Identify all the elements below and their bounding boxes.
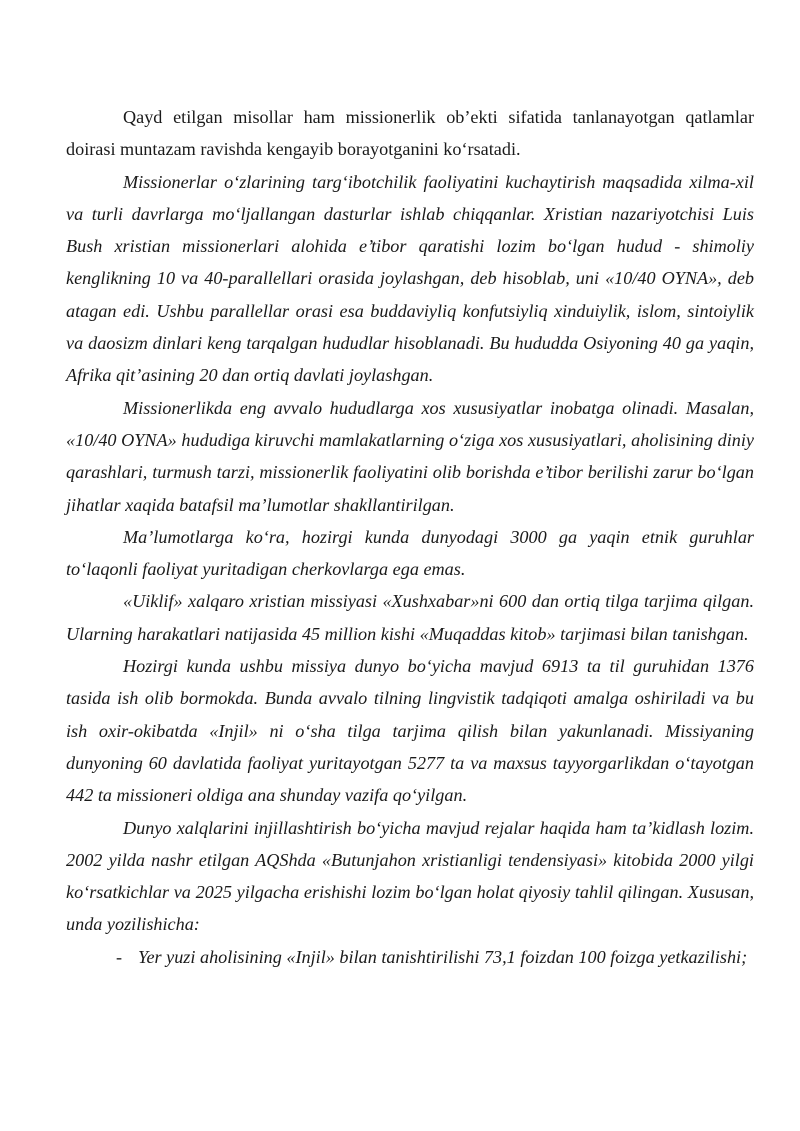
list-item-text: Yer yuzi aholisining «Injil» bilan tanishtirilishi 73,1 foizdan 100 foizga yetkazilishi; bbox=[138, 946, 748, 967]
paragraph-regional-features: Missionerlikda eng avvalo hududlarga xos xususiyatlar inobatga olinadi. Masalan, «10/40 OYNA» hududiga kiruvchi mamlakatlarning o‘ziga xos xususiyatlari, aholisining diniy qarashlari, turmush tarzi, missionerlik faoliyatini olib borishda e’tibor berilishi zarur bo‘lgan jihatlar xaqida batafsil ma’lumotlar shakllantirilgan. bbox=[66, 397, 754, 515]
paragraph-ethnic-groups: Ma’lumotlarga ko‘ra, hozirgi kunda dunyodagi 3000 ga yaqin etnik guruhlar to‘laqonli faoliyat yuritadigan cherkovlarga ega emas. bbox=[66, 526, 754, 580]
plans-list bbox=[66, 941, 754, 973]
paragraph-evangelization-plans: Dunyo xalqlarini injillashtirish bo‘yicha mavjud rejalar haqida ham ta’kidlash lozim. 2002 yilda nashr etilgan AQShda «Butunjahon xristianligi tendensiyasi» kitobida 2000 yilgi ko‘rsatkichlar va 2025 yilgacha erishishi lozim bo‘lgan holat qiyosiy tahlil qilingan. Xususan, unda yozilishicha: bbox=[66, 817, 754, 935]
paragraph-language-groups: Hozirgi kunda ushbu missiya dunyo bo‘yicha mavjud 6913 ta til guruhidan 1376 tasida ish olib bormokda. Bunda avvalo tilning lingvistik tadqiqoti amalga oshiriladi va bu ish oxir-okibatda «Injil» ni o‘sha tilga tarjima qilish bilan yakunlanadi. Missiyaning dunyoning 60 davlatida faoliyat yuritayotgan 5277 ta va maxsus tayyorgarlikdan o‘tayotgan 442 ta missioneri oldiga ana shunday vazifa qo‘yilgan. bbox=[66, 656, 754, 806]
list-bullet: - bbox=[116, 946, 123, 967]
paragraph-wycliffe-mission: «Uiklif» xalqaro xristian missiyasi «Xushxabar»ni 600 dan ortiq tilga tarjima qilgan. Ularning harakatlari natijasida 45 million kishi «Muqaddas kitob» tarjimasi bilan tanishgan. bbox=[66, 591, 754, 644]
document-body bbox=[66, 101, 754, 973]
paragraph-intro: Qayd etilgan misollar ham missionerlik ob’ekti sifatida tanlanayotgan qatlamlar doirasi muntazam ravishda kengayib borayotganini ko‘rsatadi. bbox=[66, 107, 754, 160]
paragraph-missionary-programs: Missionerlar o‘zlarining targ‘ibotchilik faoliyatini kuchaytirish maqsadida xilma-xil va turli davrlarga mo‘ljallangan dasturlar ishlab chiqqanlar. Xristian nazariyotchisi Luis Bush xristian missionerlari alohida e’tibor qaratishi lozim bo‘lgan hudud - shimoliy kenglikning 10 va 40-parallellari orasida joylashgan, deb hisoblab, uni «10/40 OYNA», deb atagan edi. Ushbu parallellar orasi esa buddaviyliq konfutsiyliq xinduiylik, islom, sintoiylik va daosizm dinlari keng tarqalgan hududlar hisoblanadi. Bu hududda Osiyoning 40 ga yaqin, Afrika qit’asining 20 dan ortiq davlati joylashgan. bbox=[66, 171, 754, 386]
list-item bbox=[66, 941, 754, 973]
